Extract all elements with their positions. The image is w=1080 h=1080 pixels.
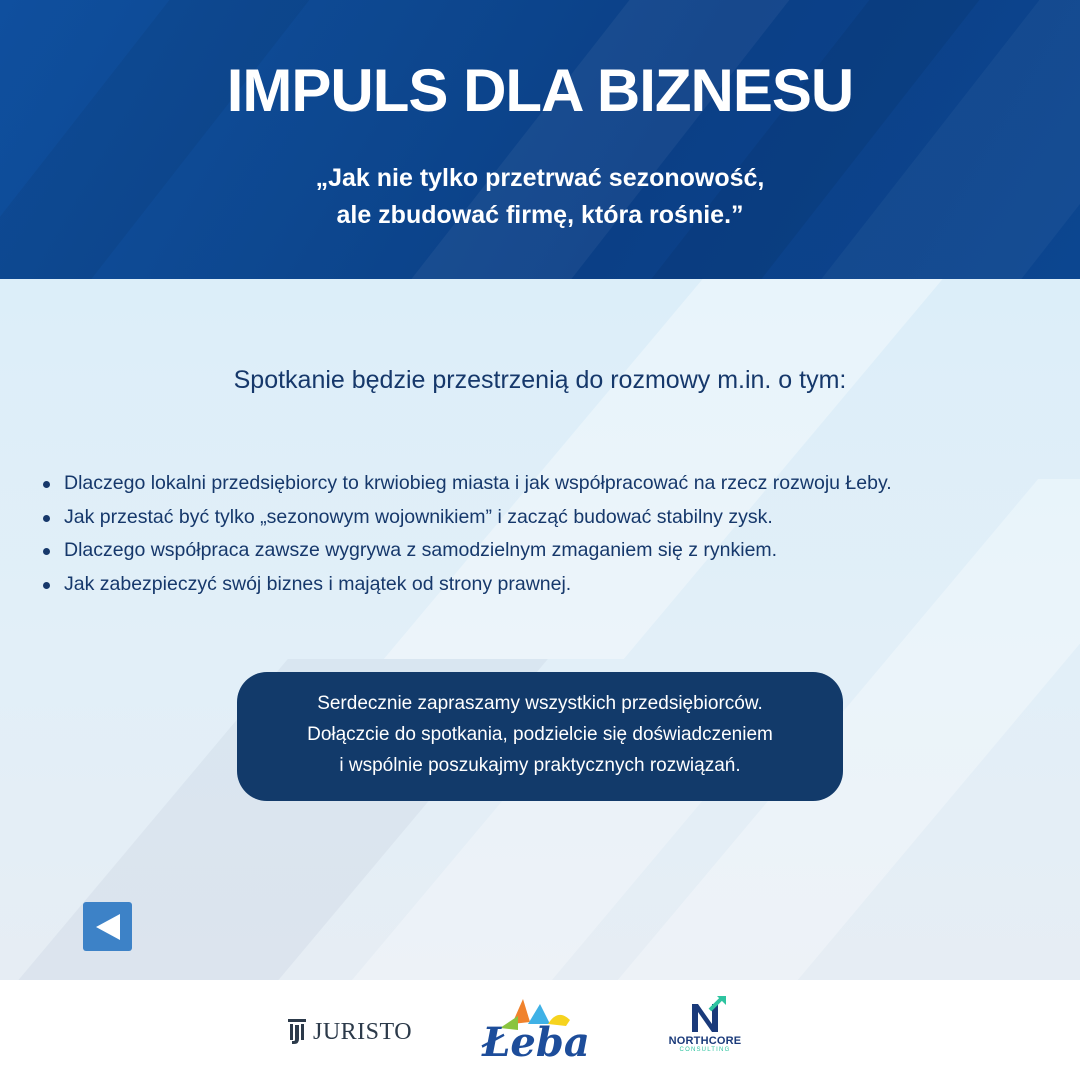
triangle-left-icon (93, 912, 123, 942)
decorative-facet (0, 0, 325, 279)
bullet-icon (43, 582, 50, 589)
juristo-wordmark: JURISTO (313, 1018, 413, 1045)
bullet-icon (43, 481, 50, 488)
list-item (40, 568, 1060, 602)
bullet-icon (43, 548, 50, 555)
subtitle-line: „Jak nie tylko przetrwać sezonowość, (315, 164, 765, 192)
northcore-emblem-icon (660, 996, 750, 1036)
page-title: IMPULS DLA BIZNESU (226, 57, 854, 124)
invitation-line: Serdecznie zapraszamy wszystkich przedsiębiorców. (317, 693, 763, 714)
back-button[interactable] (83, 902, 132, 951)
topics-list (40, 467, 1060, 601)
footer-logos (0, 980, 1080, 1080)
bullet-icon (43, 515, 50, 522)
northcore-wordmark: NORTHCORE (668, 1035, 742, 1047)
list-item (40, 534, 1060, 568)
leba-logo-graphic (478, 994, 592, 1068)
northcore-tagline: CONSULTING (679, 1047, 731, 1053)
lead-text: Spotkanie będzie przestrzenią do rozmowy m.in. o tym: (233, 366, 847, 394)
subtitle (0, 160, 1080, 234)
invitation-line: Dołączcie do spotkania, podzielcie się doświadczeniem (307, 724, 773, 745)
subtitle-line: ale zbudować firmę, która rośnie.” (336, 201, 744, 229)
list-item (40, 501, 1060, 535)
invitation-box (237, 672, 843, 801)
list-item-text: Dlaczego współpraca zawsze wygrywa z samodzielnym zmaganiem się z rynkiem. (64, 539, 778, 561)
header-banner (0, 0, 1080, 279)
leba-logo (478, 994, 592, 1068)
northcore-logo (660, 996, 750, 1066)
invitation-line: i wspólnie poszukajmy praktycznych rozwiązań. (339, 755, 741, 776)
list-item-text: Jak przestać być tylko „sezonowym wojownikiem” i zacząć budować stabilny zysk. (64, 505, 773, 528)
content-area (0, 279, 1080, 980)
juristo-logo (287, 1014, 417, 1050)
list-item (40, 467, 1060, 501)
leba-wordmark: Łeba (482, 1019, 590, 1066)
list-item-text: Jak zabezpieczyć swój biznes i majątek od strony prawnej. (64, 572, 572, 595)
juristo-emblem-icon (287, 1017, 307, 1047)
list-item-text: Dlaczego lokalni przedsiębiorcy to krwiobieg miasta i jak współpracować na rzecz rozwoju Łeby. (64, 472, 892, 494)
